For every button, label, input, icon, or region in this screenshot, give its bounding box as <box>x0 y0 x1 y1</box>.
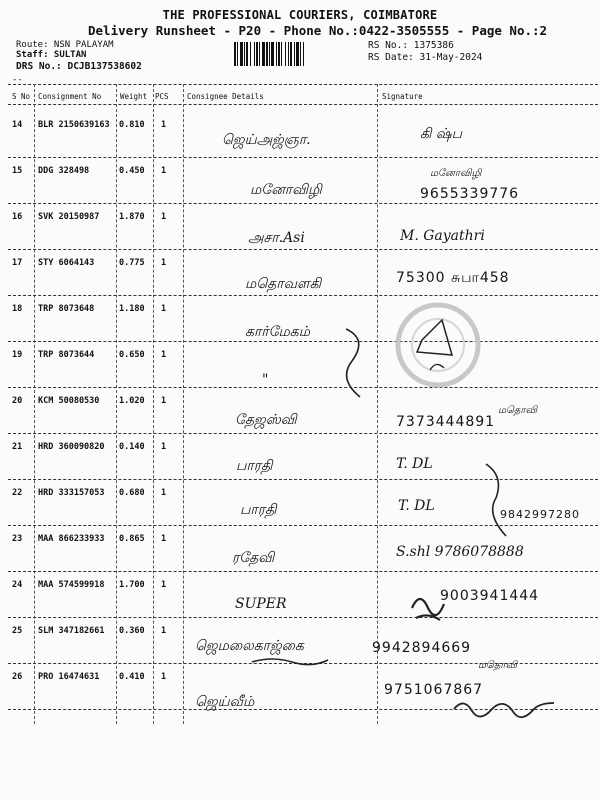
row-weight: 1.700 <box>119 580 145 590</box>
row-consignment-no: HRD 360090820 <box>38 442 105 452</box>
row-consignment-no: MAA 866233933 <box>38 534 105 544</box>
signature-handwriting: S.shl 9786078888 <box>396 544 524 560</box>
row-weight: 0.450 <box>119 166 145 176</box>
column-header-pcs: PCS <box>155 92 169 101</box>
header-bottom-rule <box>8 104 598 105</box>
table-row <box>0 296 600 342</box>
row-weight: 1.020 <box>119 396 145 406</box>
row-sno: 19 <box>12 350 23 360</box>
row-pcs: 1 <box>161 166 167 176</box>
row-consignment-no: BLR 2150639163 <box>38 120 110 130</box>
table-row <box>0 526 600 572</box>
row-consignment-no: STY 6064143 <box>38 258 95 268</box>
row-weight: 0.680 <box>119 488 145 498</box>
row-weight: 0.360 <box>119 626 145 636</box>
signature-handwriting: M. Gayathri <box>400 228 485 244</box>
row-weight: 0.650 <box>119 350 145 360</box>
row-sno: 24 <box>12 580 23 590</box>
document-title: THE PROFESSIONAL COURIERS, COIMBATORE <box>162 8 438 22</box>
handwriting-phone: 9842997280 <box>500 508 580 521</box>
signature-scrawl <box>450 695 560 723</box>
signature-handwriting: 9655339776 <box>420 186 520 202</box>
consignee-handwriting: ஜெய்வீம் <box>195 694 255 710</box>
row-consignment-no: DDG 328498 <box>38 166 90 176</box>
signature-scrawl <box>408 588 448 628</box>
strike-scrawl <box>250 650 330 670</box>
row-consignment-no: TRP 8073648 <box>38 304 95 314</box>
column-header-signature: Signature <box>382 92 423 101</box>
brace-scrawl <box>340 325 370 400</box>
signature-handwriting: 9751067867 <box>384 682 484 698</box>
handwriting-note: மதொவி <box>478 660 517 671</box>
rs-number: RS No.: 1375386 <box>368 40 454 51</box>
row-sno: 26 <box>12 672 23 682</box>
row-pcs: 1 <box>161 120 167 130</box>
row-consignment-no: KCM 50080530 <box>38 396 100 406</box>
row-pcs: 1 <box>161 672 167 682</box>
runsheet-subtitle: Delivery Runsheet - P20 - Phone No.:0422-3505555 - Page No.:2 <box>88 23 548 38</box>
row-sno: 23 <box>12 534 23 544</box>
table-row <box>0 112 600 158</box>
row-pcs: 1 <box>161 258 167 268</box>
table-row <box>0 158 600 204</box>
signature-handwriting: T. DL <box>396 456 433 472</box>
row-consignment-no: SLM 347182661 <box>38 626 105 636</box>
signature-handwriting: T. DL <box>398 498 435 514</box>
row-weight: 0.410 <box>119 672 145 682</box>
column-header-sno: S No <box>12 92 31 101</box>
row-sno: 16 <box>12 212 23 222</box>
header-top-rule <box>8 84 598 85</box>
handwriting-note: மதொவி <box>498 405 537 416</box>
row-weight: 1.870 <box>119 212 145 222</box>
consignee-handwriting: மதொவளகி <box>245 276 322 292</box>
consignee-handwriting: பாரதி <box>236 458 273 474</box>
row-consignment-no: HRD 333157053 <box>38 488 105 498</box>
row-sno: 18 <box>12 304 23 314</box>
row-weight: 0.140 <box>119 442 145 452</box>
consignee-handwriting: ரதேவி <box>232 550 275 566</box>
signature-handwriting: 75300 சுபா458 <box>396 270 510 286</box>
consignee-handwriting: மனோவிழி <box>250 182 322 198</box>
brace-scrawl <box>480 460 510 540</box>
row-pcs: 1 <box>161 488 167 498</box>
row-pcs: 1 <box>161 396 167 406</box>
consignee-handwriting: பாரதி <box>240 502 277 518</box>
signature-handwriting: 9003941444 <box>440 588 540 604</box>
handwriting-note: மனோவிழி <box>430 168 482 179</box>
column-header-consignment: Consignment No <box>38 92 102 101</box>
column-header-weight: Weight <box>120 92 148 101</box>
signature-handwriting: கி ஷ்ப <box>420 126 463 142</box>
column-header-consignee: Consignee Details <box>187 92 264 101</box>
staff-label: Staff: SULTAN <box>16 50 87 60</box>
consignee-handwriting: SUPER <box>235 596 287 612</box>
row-sno: 15 <box>12 166 23 176</box>
row-consignment-no: TRP 8073644 <box>38 350 95 360</box>
consignee-handwriting: " <box>262 372 269 388</box>
row-sno: 25 <box>12 626 23 636</box>
row-weight: 0.775 <box>119 258 145 268</box>
table-row <box>0 250 600 296</box>
consignee-handwriting: கார்மேகம் <box>245 324 311 340</box>
consignee-handwriting: ஜெய்அஜ்ஞா. <box>222 132 311 148</box>
table-row <box>0 204 600 250</box>
row-pcs: 1 <box>161 580 167 590</box>
row-consignment-no: SVK 20150987 <box>38 212 100 222</box>
delivery-stamp <box>392 300 484 390</box>
row-pcs: 1 <box>161 534 167 544</box>
row-sno: 17 <box>12 258 23 268</box>
dash-mark: -- <box>12 75 23 85</box>
row-sno: 22 <box>12 488 23 498</box>
route-label: Route: NSN PALAYAM <box>16 40 114 50</box>
table-row <box>0 342 600 388</box>
row-pcs: 1 <box>161 442 167 452</box>
row-sno: 14 <box>12 120 23 130</box>
row-pcs: 1 <box>161 350 167 360</box>
row-consignment-no: MAA 574599918 <box>38 580 105 590</box>
row-pcs: 1 <box>161 626 167 636</box>
table-row <box>0 572 600 618</box>
row-pcs: 1 <box>161 212 167 222</box>
row-weight: 0.865 <box>119 534 145 544</box>
barcode <box>234 42 362 66</box>
consignee-handwriting: தேஜஸ்வி <box>235 412 297 428</box>
signature-handwriting: 7373444891 <box>396 414 496 430</box>
row-consignment-no: PRO 16474631 <box>38 672 100 682</box>
row-pcs: 1 <box>161 304 167 314</box>
row-weight: 0.810 <box>119 120 145 130</box>
row-weight: 1.180 <box>119 304 145 314</box>
consignee-handwriting: அசா.Asi <box>248 230 305 246</box>
consignee-handwriting: ஜெமலைகாஜ்கை <box>195 638 304 654</box>
table-row <box>0 434 600 480</box>
barcode-bar <box>304 42 306 66</box>
drs-number: DRS No.: DCJB137538602 <box>16 61 142 72</box>
row-sno: 21 <box>12 442 23 452</box>
rs-date: RS Date: 31-May-2024 <box>368 52 483 63</box>
row-sno: 20 <box>12 396 23 406</box>
signature-handwriting: 9942894669 <box>372 640 472 656</box>
